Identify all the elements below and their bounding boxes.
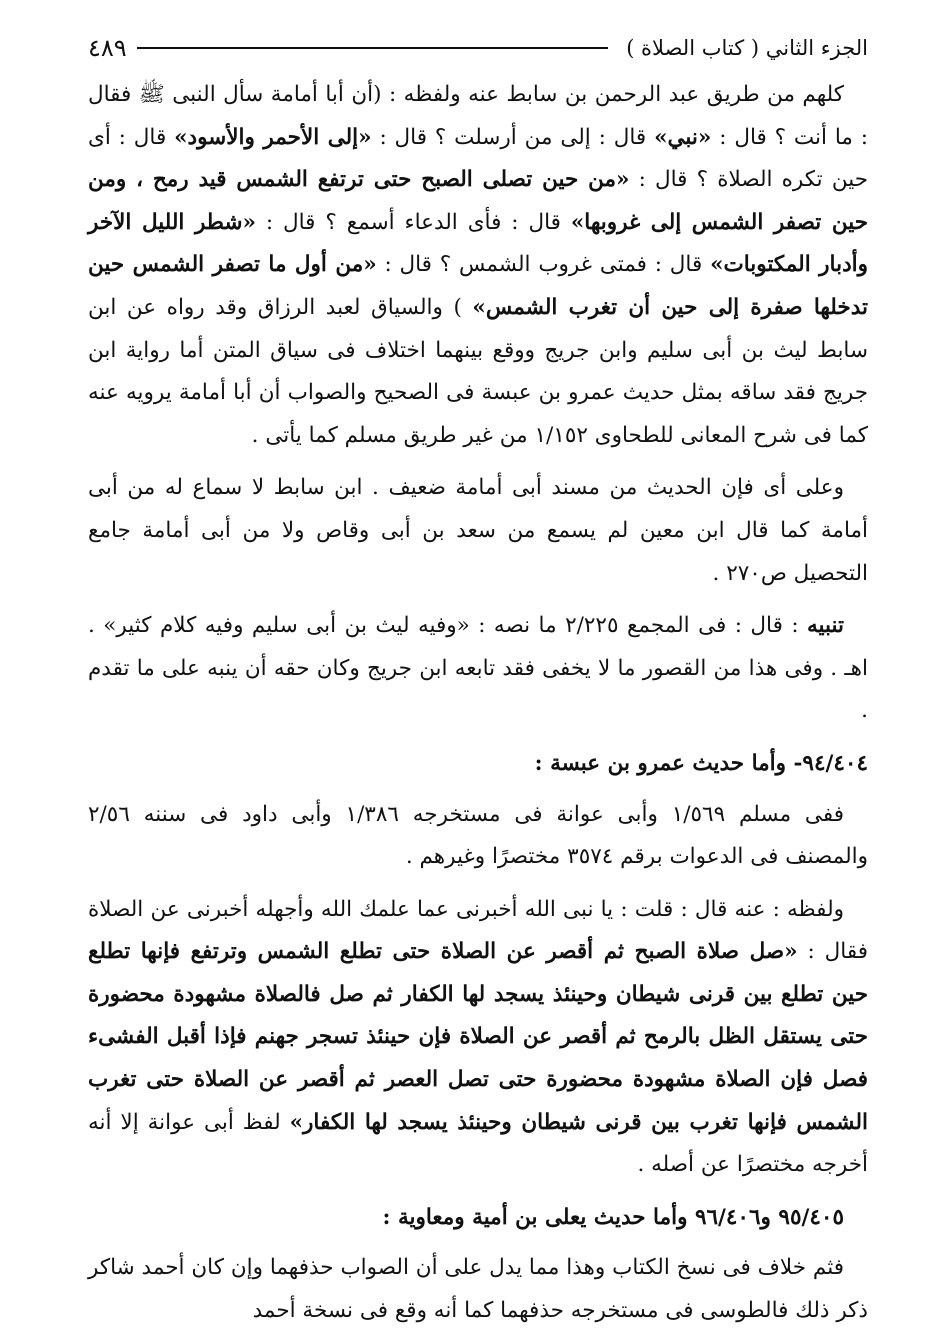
quote-run: «إلى الأحمر والأسود» bbox=[174, 124, 372, 150]
text-run: وعلى أى فإن الحديث من مسند أبى أمامة ضعيف . ابن سابط لا سماع له من أبى أمامة كما قال ابن معين لم يسمع من سعد بن أبى وقاص ولا من أبى أمامة جامع التحصيل ص٢٧٠ . bbox=[88, 475, 868, 586]
paragraph-weakness bbox=[88, 467, 868, 595]
paragraph-abu-umama bbox=[88, 74, 868, 457]
quote-run: «نبي» bbox=[654, 124, 712, 150]
paragraph-hadith-text bbox=[88, 889, 868, 1187]
text-run: قال : فمتى غروب الشمس ؟ قال : bbox=[376, 252, 711, 278]
section-heading-yala bbox=[88, 1197, 868, 1240]
paragraph-manuscripts bbox=[88, 1247, 868, 1332]
page-number: ٤٨٩ bbox=[88, 34, 127, 62]
text-run: : قال : فى المجمع ٢/٢٢٥ ما نصه : «وفيه ليث بن أبى سليم وفيه كلام كثير» . اهـ . وفى هذا من القصور ما لا يخفى فقد تابعه ابن جريج وكان حقه أن ينبه على ما تقدم . bbox=[88, 613, 868, 724]
heading-text: ٩٤/٤٠٤- وأما حديث عمرو بن عبسة : bbox=[534, 750, 868, 776]
paragraph-note bbox=[88, 605, 868, 733]
text-run: ففى مسلم ١/٥٦٩ وأبى عوانة فى مستخرجه ١/٣٨٦ وأبى داود فى سننه ٢/٥٦ والمصنف فى الدعوات برقم ٣٥٧٤ مختصرًا وغيرهم . bbox=[88, 801, 868, 870]
quote-run: «صل صلاة الصبح ثم أقصر عن الصلاة حتى تطلع الشمس وترتفع فإنها تطلع حين تطلع بين قرنى شيطان وحينئذ يسجد لها الكفار ثم صل فالصلاة مشهودة محضورة حتى يستقل الظل بالرمح ثم أقصر عن الصلاة فإن حينئذ تسجر جهنم فإذا أقبل الفشىء فصل فإن الصلاة مشهودة محضورة حتى تصل العصر ثم أقصر عن الصلاة حتى تغرب الشمس فإنها تغرب بين قرنى شيطان وحينئذ يسجد لها الكفار» bbox=[88, 939, 868, 1135]
text-run: فثم خلاف فى نسخ الكتاب وهذا مما يدل على أن الصواب حذفهما وإن كان أحمد شاكر ذكر ذلك فالطوسى فى مستخرجه حذفهما كما أنه وقع فى نسخة أحمد bbox=[88, 1255, 868, 1324]
header-title: الجزء الثاني ( كتاب الصلاة ) bbox=[626, 36, 868, 60]
text-run: قال : إلى من أرسلت ؟ قال : bbox=[371, 124, 655, 150]
quote-run: «من أول ما تصفر الشمس حين تدخلها صفرة إلى حين أن تغرب الشمس» bbox=[88, 252, 868, 320]
running-header bbox=[88, 28, 868, 68]
quote-run: «من حين تصلى الصبح حتى ترتفع الشمس قيد رمح ، ومن حين تصفر الشمس إلى غروبها» bbox=[88, 167, 868, 235]
text-run: قال : فأى الدعاء أسمع ؟ قال : bbox=[255, 209, 571, 235]
text-run: كلهم من طريق عبد الرحمن بن سابط عنه ولفظه : (أن أبا أمامة سأل النبى ﷺ فقال : ما أنت ؟ قال : bbox=[88, 82, 869, 150]
text-run: ولفظه : عنه قال : قلت : يا نبى الله أخبرنى عما علمك الله وأجهله أخبرنى عن الصلاة فقال : bbox=[88, 896, 868, 965]
paragraph-sources bbox=[88, 794, 868, 879]
text-run: لفظ أبى عوانة إلا أنه أخرجه مختصرًا عن أصله . bbox=[88, 1109, 868, 1178]
heading-text: ٩٥/٤٠٥ و٩٦/٤٠٦ وأما حديث يعلى بن أمية ومعاوية : bbox=[382, 1204, 844, 1230]
note-label: تنبيه bbox=[807, 613, 844, 639]
section-heading-amr bbox=[88, 743, 868, 786]
quote-run: «شطر الليل الآخر وأدبار المكتوبات» bbox=[88, 209, 868, 278]
book-page bbox=[88, 28, 869, 1324]
body-text bbox=[88, 74, 868, 1333]
text-run: ) والسياق لعبد الرزاق وقد رواه عن ابن سابط ليث بن أبى سليم وابن جريج ووقع بينهما اختلاف فى سياق المتن أما رواية ابن جريج فقد ساقه بمثل حديث عمرو بن عبسة فى الصحيح والصواب أن أبا أمامة يرويه عنه كما فى شرح المعانى للطحاوى ١/١٥٢ من غير طريق مسلم كما يأتى . bbox=[88, 294, 868, 448]
text-run: قال : أى حين تكره الصلاة ؟ قال : bbox=[88, 124, 868, 193]
header-rule bbox=[137, 47, 609, 49]
